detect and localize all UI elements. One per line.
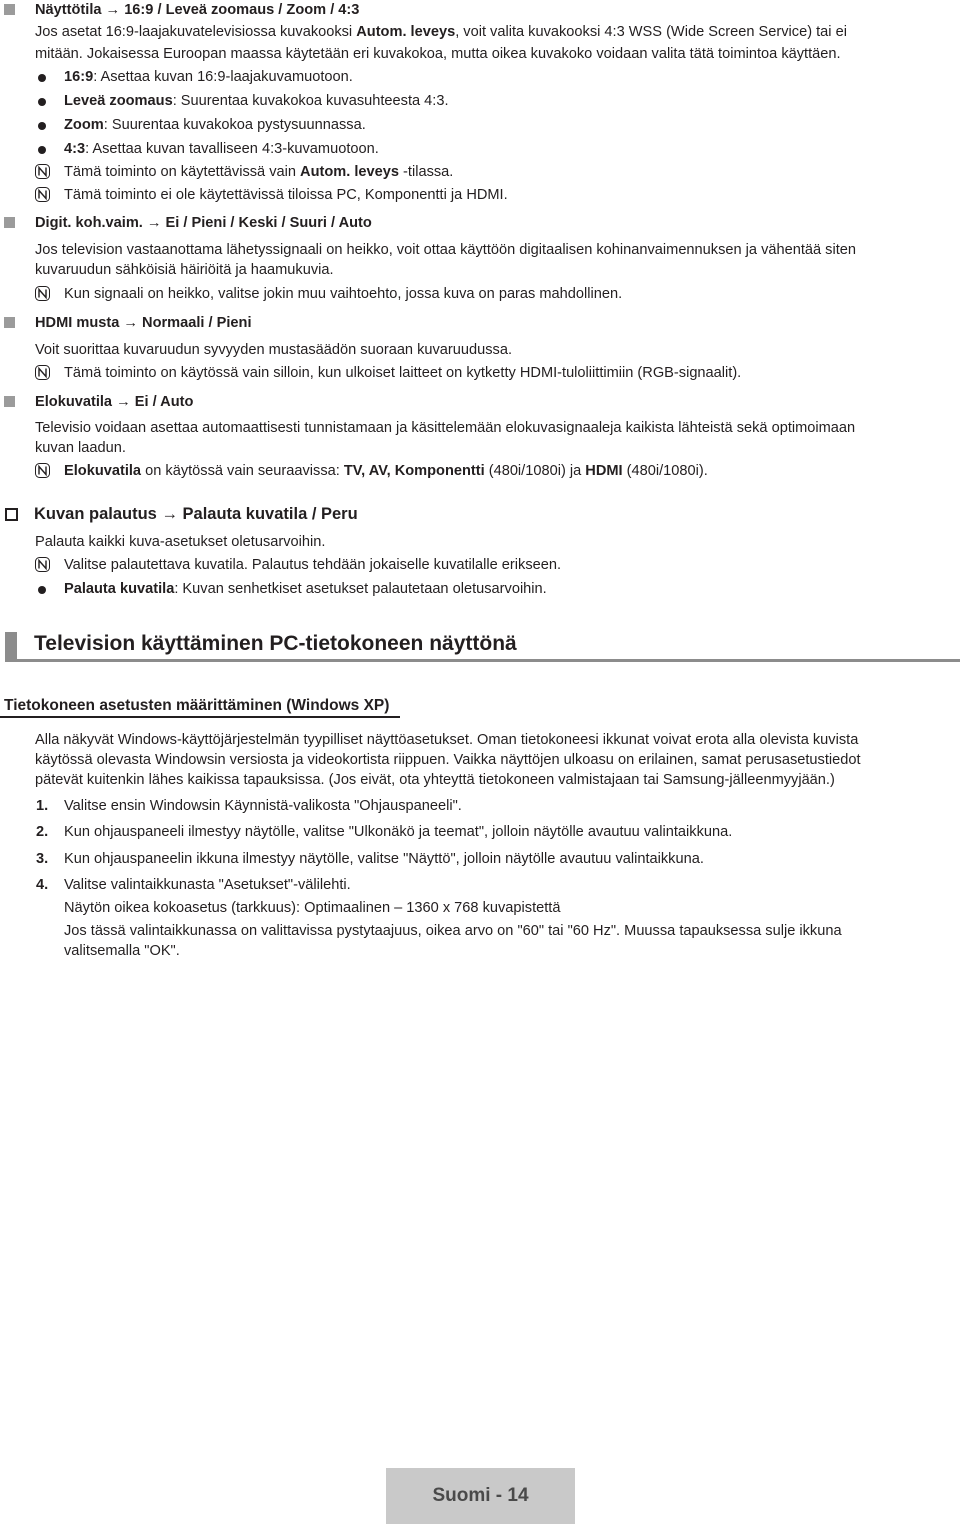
text: Jos asetat 16:9-laajakuvatelevisiossa kuvakooksi	[35, 24, 357, 40]
bold-text: Elokuvatila	[64, 463, 142, 479]
note-text: Valitse palautettava kuvatila. Palautus tehdään jokaiselle kuvatilalle erikseen.	[64, 557, 562, 573]
square-bullet-icon	[4, 4, 15, 15]
note-icon	[35, 187, 50, 202]
note-text: Tämä toiminto ei ole käytettävissä tiloissa PC, Komponentti ja HDMI.	[64, 187, 508, 203]
note-icon	[35, 286, 50, 301]
square-bullet-icon	[4, 317, 15, 328]
text: Tämä toiminto on käytettävissä vain	[64, 164, 301, 180]
text: : Kuvan senhetkiset asetukset palautetaan oletusarvoihin.	[174, 581, 547, 597]
step-text: Valitse ensin Windowsin Käynnistä-valikosta "Ohjauspaneeli".	[64, 798, 462, 814]
bold-text: Autom. leveys	[300, 164, 399, 180]
section-title-elokuvatila: Elokuvatila → Ei / Auto	[35, 394, 194, 410]
list-item	[64, 67, 353, 87]
text: : Suurentaa kuvakokoa kuvasuhteesta 4:3.	[172, 93, 449, 109]
text: -tilassa.	[399, 164, 454, 180]
paragraph: Jos television vastaanottama lähetyssignaali on heikko, voit ottaa käyttöön digitaalisen kohinanvaimennuksen ja vähentää siten	[35, 242, 857, 258]
paragraph: Voit suorittaa kuvaruudun syvyyden mustasäädön suoraan kuvaruudussa.	[35, 342, 513, 358]
text: (480i/1080i).	[622, 463, 708, 479]
bold-text: TV, AV, Komponentti	[343, 463, 485, 479]
note-icon	[35, 164, 50, 179]
section-title-hdmi-musta: HDMI musta → Normaali / Pieni	[35, 315, 252, 331]
list-item	[64, 139, 379, 159]
text: : Asettaa kuvan 16:9-laajakuvamuotoon.	[93, 69, 353, 85]
bold-text: Palauta kuvatila	[64, 581, 175, 597]
step-detail: valitsemalla "OK".	[64, 943, 180, 959]
dot-bullet-icon	[38, 586, 46, 594]
chapter-title: Television käyttäminen PC-tietokoneen näyttönä	[34, 632, 517, 655]
step-detail: Näytön oikea kokoasetus (tarkkuus): Optimaalinen – 1360 x 768 kuvapistettä	[64, 900, 561, 916]
step-text: Kun ohjauspaneeli ilmestyy näytölle, valitse "Ulkonäkö ja teemat", jolloin näytölle avautuu valintaikkuna.	[64, 824, 733, 840]
bold-text: Leveä zoomaus	[64, 93, 173, 109]
chapter-marker	[5, 632, 17, 662]
list-item	[64, 579, 547, 599]
paragraph: mitään. Jokaisessa Euroopan maassa käytetään eri kuvakokoa, mutta oikea kuvakoko voidaan valita tätä toimintoa käyttäen.	[35, 46, 841, 62]
bold-text: 16:9	[64, 69, 94, 85]
note-icon	[35, 557, 50, 572]
step-number: 4.	[36, 877, 49, 893]
step-text: Kun ohjauspaneelin ikkuna ilmestyy näytölle, valitse "Näyttö", jolloin näytölle avautuu valintaikkuna.	[64, 851, 704, 867]
dot-bullet-icon	[38, 98, 46, 106]
square-bullet-icon	[4, 217, 15, 228]
text: , voit valita kuvakooksi 4:3 WSS (Wide Screen Service) tai ei	[455, 24, 847, 40]
section-title-digit-koh-vaim: Digit. koh.vaim. → Ei / Pieni / Keski / Suuri / Auto	[35, 215, 372, 231]
note-icon	[35, 365, 50, 380]
bold-text: Autom. leveys	[356, 24, 456, 40]
chapter-heading	[0, 632, 960, 662]
note-text	[64, 162, 453, 182]
bold-text: 4:3	[64, 141, 86, 157]
step-number: 1.	[36, 798, 49, 814]
section-title-kuvan-palautus: Kuvan palautus → Palauta kuvatila / Peru	[34, 505, 358, 523]
note-text: Tämä toiminto on käytössä vain silloin, kun ulkoiset laitteet on kytketty HDMI-tuloliittimiin (RGB-signaalit).	[64, 365, 742, 381]
intro-line: pätevät kuitenkin lähes kaikissa tapauksissa. (Jos eivät, ota yhteyttä tietokoneen valmistajaan tai Samsung-jälleenmyyjään.)	[35, 772, 835, 788]
text: : Asettaa kuvan tavalliseen 4:3-kuvamuotoon.	[85, 141, 379, 157]
section-title-nayttotila: Näyttötila → 16:9 / Leveä zoomaus / Zoom / 4:3	[35, 2, 360, 18]
note-text: Kun signaali on heikko, valitse jokin muu vaihtoehto, jossa kuva on paras mahdollinen.	[64, 286, 623, 302]
step-text: Valitse valintaikkunasta "Asetukset"-välilehti.	[64, 877, 351, 893]
note-icon	[35, 463, 50, 478]
section-heading: Tietokoneen asetusten määrittäminen (Windows XP)	[4, 697, 390, 714]
dot-bullet-icon	[38, 122, 46, 130]
square-bullet-icon	[4, 396, 15, 407]
step-number: 3.	[36, 851, 49, 867]
step-number: 2.	[36, 824, 49, 840]
dot-bullet-icon	[38, 146, 46, 154]
intro-line: käytössä olevasta Windowsin versiosta ja videokortista riippuen. Vaikka näyttöjen ulkoasu on erilainen, samat perusasetustiedot	[35, 752, 861, 768]
note-text	[64, 461, 708, 481]
text: : Suurentaa kuvakokoa pystysuunnassa.	[103, 117, 366, 133]
page-footer	[386, 1468, 575, 1524]
list-item	[64, 115, 366, 135]
paragraph: Palauta kaikki kuva-asetukset oletusarvoihin.	[35, 534, 326, 550]
section-underline	[0, 716, 400, 718]
text: on käytössä vain seuraavissa:	[141, 463, 344, 479]
intro-line: Alla näkyvät Windows-käyttöjärjestelmän tyypilliset näyttöasetukset. Oman tietokoneesi ikkunat voivat erota alla olevista kuvista	[35, 732, 859, 748]
checkbox-icon	[5, 508, 18, 521]
list-item	[64, 91, 449, 111]
paragraph: Televisio voidaan asettaa automaattisesti tunnistamaan ja käsittelemään elokuvasignaaleja kaikista lähteistä sekä optimoimaan	[35, 420, 856, 436]
paragraph: kuvan laadun.	[35, 440, 126, 456]
step-detail: Jos tässä valintaikkunassa on valittavissa pystytaajuus, oikea arvo on "60" tai "60 Hz". Muussa tapauksessa sulje ikkuna	[64, 923, 842, 939]
bold-text: HDMI	[585, 463, 623, 479]
bold-text: Zoom	[64, 117, 104, 133]
chapter-underline	[5, 659, 960, 662]
paragraph	[35, 22, 940, 42]
dot-bullet-icon	[38, 74, 46, 82]
text: (480i/1080i) ja	[484, 463, 586, 479]
paragraph: kuvaruudun sähköisiä häiriöitä ja haamukuvia.	[35, 262, 334, 278]
page-number: Suomi - 14	[432, 1485, 529, 1506]
